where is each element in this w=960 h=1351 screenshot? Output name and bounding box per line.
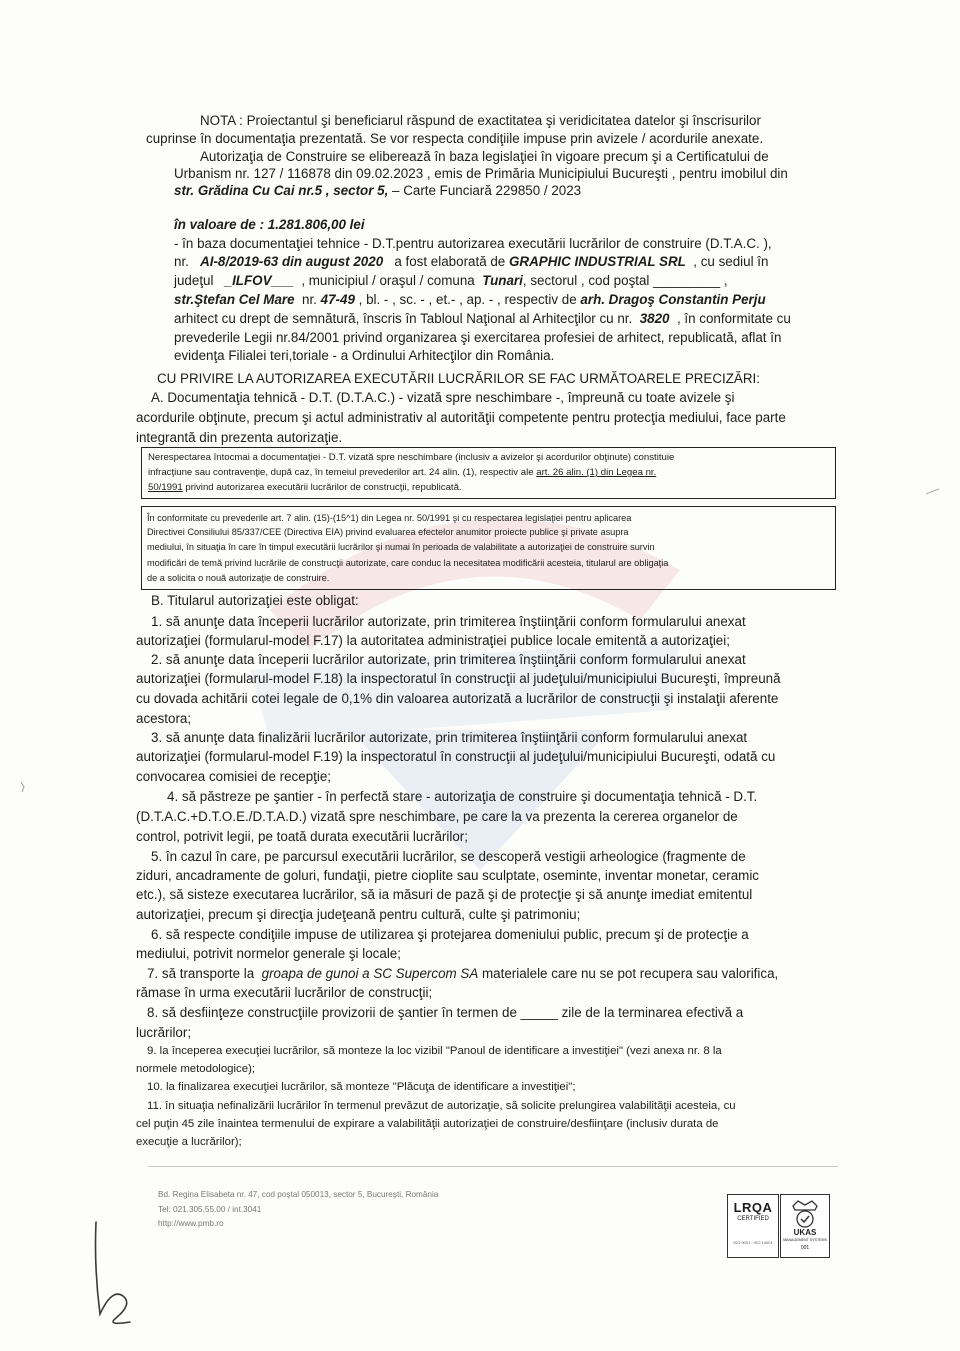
law-number: 50/1991 — [148, 482, 183, 493]
item-2-line-2: autorizaţiei (formularul-model F.18) la inspectoratul în construcţii al judeţului/municipiului Bucureşti, împreună — [136, 671, 781, 686]
item-7-line-2: rămase în urma executării lucrărilor de construcţii; — [136, 985, 433, 1000]
lrqa-certified: CERTIFIED — [737, 1216, 769, 1222]
street-number: 47-49 — [320, 292, 355, 307]
architect-register: arhitect cu drept de semnătură, înscris în Tabloul Naţional al Arhitecţilor cu nr. — [174, 311, 633, 326]
handwritten-initials — [78, 1218, 148, 1333]
street-value: str.Ştefan Cel Mare — [174, 292, 295, 307]
item-6-line-1: 6. să respecte condiţiile impuse de utilizarea şi protejarea domeniului public, precum şi de protecţie a — [151, 927, 749, 942]
item-5-line-3: etc.), să sisteze executarea lucrărilor, să ia măsuri de pază şi de protecţie şi să anunţe imediat emitentul — [136, 887, 753, 902]
carte-funciara: – Carte Funciară 229850 / 2023 — [388, 183, 582, 198]
section-a-line-3: integrantă din prezenta autorizaţie. — [136, 430, 343, 445]
section-b-title: B. Titularul autorizaţiei este obligat: — [151, 593, 359, 608]
box1-text: infracţiune sau contravenţie, după caz, în temeiul prevederilor art. 24 alin. (1), respectiv ale — [148, 467, 534, 478]
item-5-line-4: autorizaţiei, precum şi direcţia judeţeană pentru cultură, culte şi patrimoniu; — [136, 907, 581, 922]
scan-mark — [18, 780, 30, 796]
item-7-line-1 — [147, 965, 778, 982]
item-4-line-3: control, potrivit legii, pe toată durata executării lucrărilor; — [136, 829, 468, 844]
county-value: _ILFOV___ — [224, 273, 294, 288]
locality-label: , municipiul / oraşul / comuna — [301, 273, 475, 288]
box1-line-3 — [148, 481, 462, 494]
doc-line-7: evidenţa Filialei teri,toriale - a Ordinului Arhitecţilor din România. — [174, 348, 555, 363]
doc-elaborated-label: a fost elaborată de — [394, 254, 506, 269]
footer-address: Bd. Regina Elisabeta nr. 47, cod poştal 050013, sector 5, Bucureşti, România — [158, 1190, 439, 1199]
designer-company: GRAPHIC INDUSTRIAL SRL — [509, 254, 686, 269]
item-7-suffix: materialele care nu se pot recupera sau valorifica, — [482, 966, 779, 981]
footer-divider — [148, 1166, 838, 1167]
section-heading: CU PRIVIRE LA AUTORIZAREA EXECUTĂRII LUCRĂRILOR SE FAC URMĂTOARELE PRECIZĂRI: — [157, 371, 760, 386]
section-a-line-1: A. Documentaţia tehnică - D.T. (D.T.A.C.) - vizată spre neschimbare -, împreună cu toate avizele şi — [151, 390, 735, 405]
doc-number: AI-8/2019-63 din august 2020 — [200, 254, 384, 269]
lrqa-logo — [727, 1194, 779, 1258]
locality-value: Tunari — [482, 273, 523, 288]
item-11-line-2: cel puţin 45 zile înaintea termenului de expirare a valabilităţii autorizaţiei de construire/desfiinţare (inclusiv durata de — [136, 1118, 719, 1130]
doc-line-5 — [174, 310, 791, 327]
item-11-line-3: execuţie a lucrărilor); — [136, 1136, 242, 1148]
item-5-line-2: ziduri, ancadramente de goluri, fundaţii, pietre cioplite sau sculptate, oseminte, inventar monetar, ceramic — [136, 868, 759, 883]
ukas-logo — [780, 1194, 830, 1258]
street-nr-label: nr. — [302, 292, 317, 307]
item-2-line-3: cu dovada achitării cotei legale de 0,1% din valoarea autorizată a lucrărilor de construcţii şi instalaţii aferente — [136, 691, 779, 706]
item-2-line-1: 2. să anunţe data începerii lucrărilor autorizate, prin trimiterea înştiinţării conform formularului anexat — [151, 652, 746, 667]
property-address: str. Grădina Cu Cai nr.5 , sector 5, — [174, 183, 389, 198]
ukas-text: UKAS — [793, 1228, 817, 1237]
nota-line-4: Urbanism nr. 127 / 116878 din 09.02.2023 , emis de Primăria Municipiului Bucureşti , pentru imobilul din — [174, 166, 788, 181]
item-10-line-1: 10. la finalizarea execuţiei lucrărilor, să monteze "Plăcuţa de identificare a investiţiei"; — [147, 1081, 576, 1093]
item-8-line-1: 8. să desfiinţeze construcţiile provizorii de şantier în termen de _____ zile de la terminarea efectivă a — [147, 1005, 744, 1020]
authorized-value: în valoare de : 1.281.806,00 lei — [174, 217, 365, 232]
nota-line-5 — [174, 182, 581, 199]
footer-phone: Tel: 021.305.55.00 / int.3041 — [158, 1205, 262, 1214]
item-2-line-4: acestora; — [136, 711, 192, 726]
county-label: judeţul — [174, 273, 214, 288]
waste-site: groapa de gunoi a SC Supercom SA — [261, 966, 479, 981]
box2-line-3: mediului, în situaţia în care în timpul executării lucrărilor şi numai în perioada de valabilitate a autorizaţiei de construire survin — [147, 542, 655, 552]
item-6-line-2: mediului, potrivit normelor generale şi locale; — [136, 946, 401, 961]
doc-line-2 — [174, 253, 768, 270]
item-1-line-1: 1. să anunţe data începerii lucrărilor autorizate, prin trimiterea înştiinţării conform formularului anexat — [151, 614, 746, 629]
crown-tick-icon — [789, 1198, 821, 1228]
box1-tail: privind autorizarea executării lucrărilor de construcţii, republicată. — [182, 482, 462, 493]
footer-website: http://www.pmb.ro — [158, 1219, 224, 1228]
item-8-line-2: lucrărilor; — [136, 1025, 192, 1040]
doc-line-1: - în baza documentaţiei tehnice - D.T.pentru autorizarea executării lucrărilor de construire (D.T.A.C. ), — [174, 236, 772, 251]
doc-nr-label: nr. — [174, 254, 189, 269]
item-5-line-1: 5. în cazul în care, pe parcursul executării lucrărilor, se descoperă vestigii arheologice (fragmente de — [151, 849, 746, 864]
item-4-line-2: (D.T.A.C.+D.T.O.E./D.T.A.D.) vizată spre neschimbare, pe care la va prezenta la cererea organelor de — [136, 809, 738, 824]
item-11-line-1: 11. în situaţia nefinalizării lucrărilor în termenul prevăzut de autorizaţie, să solicite prelungirea valabilităţii acesteia, cu — [147, 1100, 736, 1112]
ukas-subtitle: MANAGEMENT SYSTEMS — [783, 1238, 827, 1242]
sector-postal: , sectorul , cod poştal _________ , — [522, 273, 728, 288]
item-7-prefix: 7. să transporte la — [147, 966, 255, 981]
building-details: , bl. - , sc. - , et.- , ap. - , respectiv de — [358, 292, 577, 307]
architect-number: 3820 — [639, 311, 670, 326]
box2-line-1: În conformitate cu prevederile art. 7 alin. (15)-(15^1) din Legea nr. 50/1991 şi cu respectarea legislaţiei pentru aplicarea — [147, 513, 632, 523]
nota-line-2: cuprinse în documentaţia prezentată. Se vor respecta condiţiile impuse prin avizele / acordurile anexate. — [146, 131, 764, 146]
box2-line-2: Directivei Consiliului 85/337/CEE (Directiva EIA) privind evaluarea efectelor anumitor proiecte publice şi private asupra — [147, 527, 629, 537]
doc-line-6: prevederile Legii nr.84/2001 privind organizarea şi exercitarea profesiei de arhitect, republicată, aflat în — [174, 330, 782, 345]
section-a-line-2: acordurile obţinute, precum şi actul administrativ al autorităţii competente pentru protecţia mediului, face parte — [136, 410, 786, 425]
doc-line-3 — [174, 272, 728, 289]
architect-name: arh. Dragoş Constantin Perju — [580, 292, 766, 307]
item-4-line-1: 4. să păstreze pe şantier - în perfectă stare - autorizaţia de construire şi documentaţia tehnică - D.T. — [167, 789, 758, 804]
doc-seat-label: , cu sediul în — [693, 254, 769, 269]
item-3-line-1: 3. să anunţe data finalizării lucrărilor autorizate, prin trimiterea înştiinţării conform formularului anexat — [151, 730, 748, 745]
nota-line-1: NOTA : Proiectantul şi beneficiarul răspund de exactitatea şi veridicitatea datelor şi înscrisurilor — [200, 113, 761, 128]
item-1-line-2: autorizaţiei (formularul-model F.17) la autoritatea administraţiei publice locale emitentă a autorizaţiei; — [136, 633, 730, 648]
conformity-label: , în conformitate cu — [676, 311, 791, 326]
lrqa-iso: ISO 9001 : ISO 14001 — [733, 1240, 773, 1245]
box2-line-5: de a solicita o nouă autorizaţie de construire. — [147, 573, 330, 583]
box2-line-4: modificări de temă privind lucrările de construcţii autorizate, care conduc la necesitatea modificării acesteia, titularul are obligaţia — [147, 558, 669, 568]
box1-line-1: Nerespectarea întocmai a documentaţiei - D.T. vizată spre neschimbare (inclusiv a avizelor şi acordurilor obţinute) constituie — [148, 452, 675, 463]
ukas-number: 001 — [800, 1245, 810, 1251]
item-9-line-2: normele metodologice); — [136, 1063, 256, 1075]
item-3-line-3: convocarea comisiei de recepţie; — [136, 769, 332, 784]
law-reference: art. 26 alin. (1) din Legea nr. — [536, 467, 657, 478]
doc-line-4 — [174, 291, 766, 308]
scan-mark — [925, 488, 941, 496]
box1-line-2 — [148, 466, 656, 479]
nota-line-3: Autorizaţia de Construire se eliberează în baza legislaţiei în vigoare precum şi a Certificatului de — [200, 149, 769, 164]
lrqa-text: LRQA — [733, 1200, 773, 1215]
item-3-line-2: autorizaţiei (formularul-model F.19) la inspectoratul în construcţii al judeţului/municipiului Bucureşti, odată cu — [136, 749, 776, 764]
item-9-line-1: 9. la începerea execuţiei lucrărilor, să monteze la loc vizibil "Panoul de identificare a investiţiei" (vezi anexa nr. 8 la — [147, 1045, 722, 1057]
